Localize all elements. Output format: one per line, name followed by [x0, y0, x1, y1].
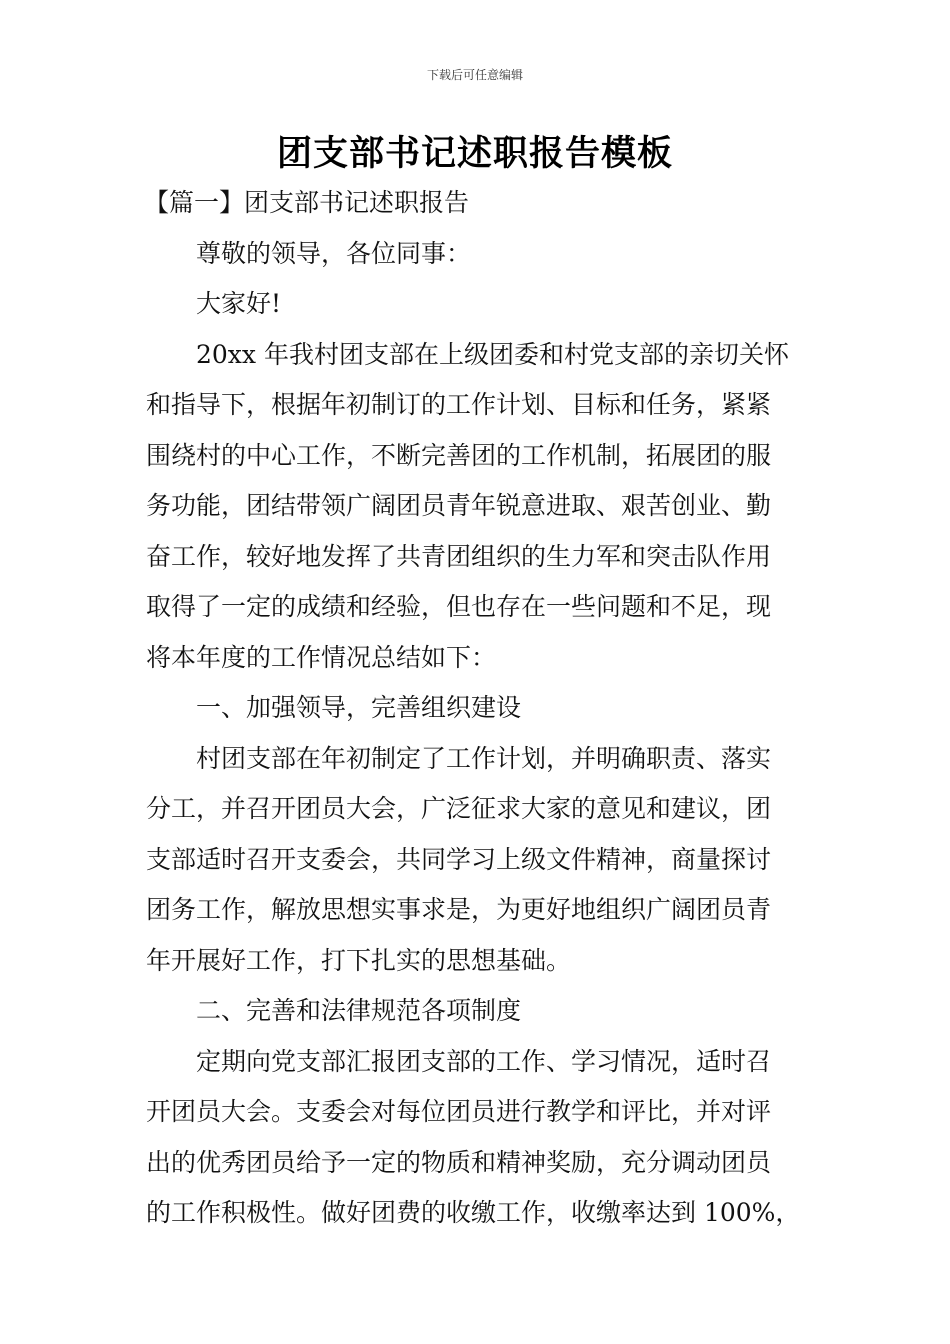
document-title: 团支部书记述职报告模板 — [276, 134, 673, 174]
paragraph-line: 奋工作，较好地发挥了共青团组织的生力军和突击队作用 — [146, 541, 772, 571]
paragraph-line: 团务工作，解放思想实事求是，为更好地组织广阔团员青 — [146, 895, 772, 924]
paragraph-line: 支部适时召开支委会，共同学习上级文件精神，商量探讨 — [146, 844, 772, 874]
section-heading: 【篇一】团支部书记述职报告 — [144, 188, 470, 217]
paragraph-line: 开团员大会。支委会对每位团员进行教学和评比，并对评 — [146, 1097, 772, 1126]
paragraph-line: 的工作积极性。做好团费的收缴工作，收缴率达到 100%， — [146, 1198, 801, 1227]
paragraph-line: 年开展好工作，打下扎实的思想基础。 — [146, 945, 572, 975]
paragraph-line: 务功能，团结带领广阔团员青年锐意进取、艰苦创业、勤 — [146, 491, 772, 520]
subheading: 二、完善和法律规范各项制度 — [196, 996, 522, 1025]
paragraph-line: 分工，并召开团员大会，广泛征求大家的意见和建议，团 — [146, 794, 772, 823]
document-body — [146, 178, 806, 1239]
hello-line: 大家好! — [196, 289, 282, 318]
paragraph-line: 出的优秀团员给予一定的物质和精神奖励，充分调动团员 — [146, 1147, 772, 1177]
paragraph-line: 和指导下，根据年初制订的工作计划、目标和任务，紧紧 — [146, 390, 772, 419]
header-note: 下载后可任意编辑 — [426, 68, 523, 82]
paragraph-line: 取得了一定的成绩和经验，但也存在一些问题和不足，现 — [146, 592, 772, 621]
greeting-line: 尊敬的领导，各位同事： — [196, 238, 472, 268]
paragraph-line: 围绕村的中心工作，不断完善团的工作机制，拓展团的服 — [146, 440, 772, 470]
paragraph-line: 将本年度的工作情况总结如下： — [146, 642, 497, 672]
subheading: 一、加强领导，完善组织建设 — [196, 693, 522, 722]
paragraph-line: 定期向党支部汇报团支部的工作、学习情况，适时召 — [196, 1046, 772, 1076]
paragraph-line: 村团支部在年初制定了工作计划，并明确职责、落实 — [196, 743, 772, 773]
paragraph-line: 20xx 年我村团支部在上级团委和村党支部的亲切关怀 — [196, 339, 789, 369]
